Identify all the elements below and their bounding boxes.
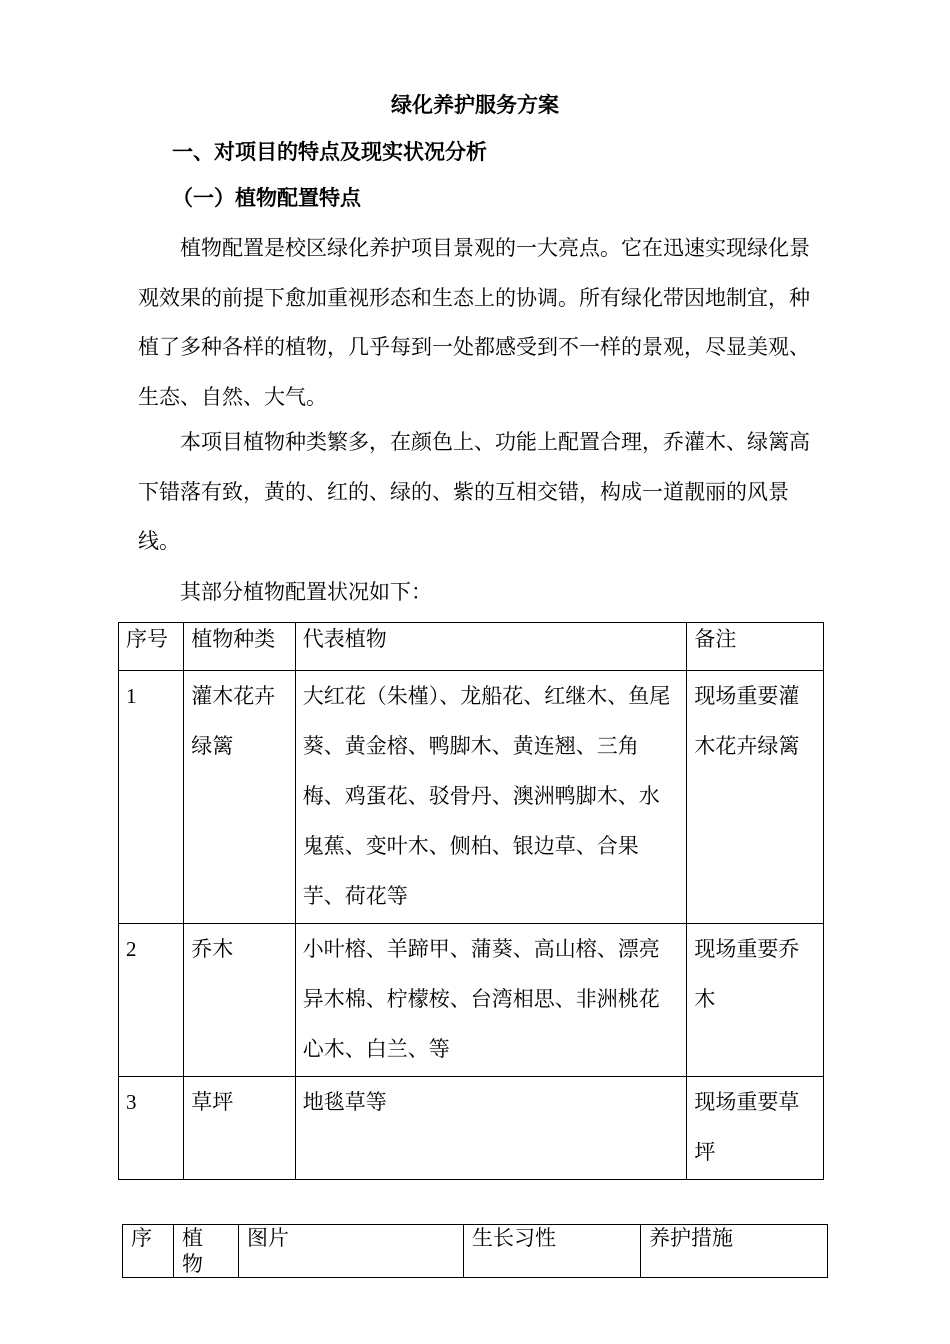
row-plant-type: 灌木花卉绿篱 [184,671,295,924]
section-heading: 一、对项目的特点及现实状况分析 [172,139,487,164]
plant-config-table [118,622,824,1180]
header-cell-care: 养护措施 [641,1225,828,1278]
subsection-heading: （一）植物配置特点 [172,185,361,210]
header-cell-habit: 生长习性 [464,1225,641,1278]
row-number: 2 [119,924,184,1077]
table-row [119,671,824,924]
header-cell-no: 序号 [119,623,184,671]
paragraph-plant-variety: 本项目植物种类繁多，在颜色上、功能上配置合理，乔灌木、绿篱高下错落有致，黄的、红的、绿的、紫的互相交错，构成一道靓丽的风景线。 [138,430,810,553]
paragraph-table-intro: 其部分植物配置状况如下： [180,580,432,604]
row-plant-type: 草坪 [184,1077,295,1180]
table-row [119,1077,824,1180]
row-plant-type: 乔木 [184,924,295,1077]
row-number: 3 [119,1077,184,1180]
header-cell-image: 图片 [239,1225,464,1278]
paragraph-plant-config: 植物配置是校区绿化养护项目景观的一大亮点。它在迅速实现绿化景观效果的前提下愈加重视形态和生态上的协调。所有绿化带因地制宜，种植了多种各样的植物，几乎每到一处都感受到不一样的景观，尽显美观、生态、自然、大气。 [138,236,810,409]
table-row [119,924,824,1077]
header-cell-type: 植物种类 [184,623,295,671]
header-cell-plants: 代表植物 [295,623,687,671]
header-cell-plant: 植物 [174,1225,239,1278]
table-header-row [123,1225,828,1278]
row-plants: 小叶榕、羊蹄甲、蒲葵、高山榕、漂亮异木棉、柠檬桉、台湾相思、非洲桃花心木、白兰、等 [295,924,687,1077]
care-measures-table [122,1224,828,1278]
row-plants: 大红花（朱槿）、龙船花、红继木、鱼尾葵、黄金榕、鸭脚木、黄连翘、三角梅、鸡蛋花、驳骨丹、澳洲鸭脚木、水鬼蕉、变叶木、侧柏、银边草、合果芋、荷花等 [295,671,687,924]
header-cell-note: 备注 [687,623,824,671]
document-title: 绿化养护服务方案 [391,92,559,117]
row-note: 现场重要草坪 [687,1077,824,1180]
table-header-row [119,623,824,671]
row-plants: 地毯草等 [295,1077,687,1180]
row-note: 现场重要乔木 [687,924,824,1077]
row-note: 现场重要灌木花卉绿篱 [687,671,824,924]
header-cell-no: 序 [123,1225,174,1278]
row-number: 1 [119,671,184,924]
